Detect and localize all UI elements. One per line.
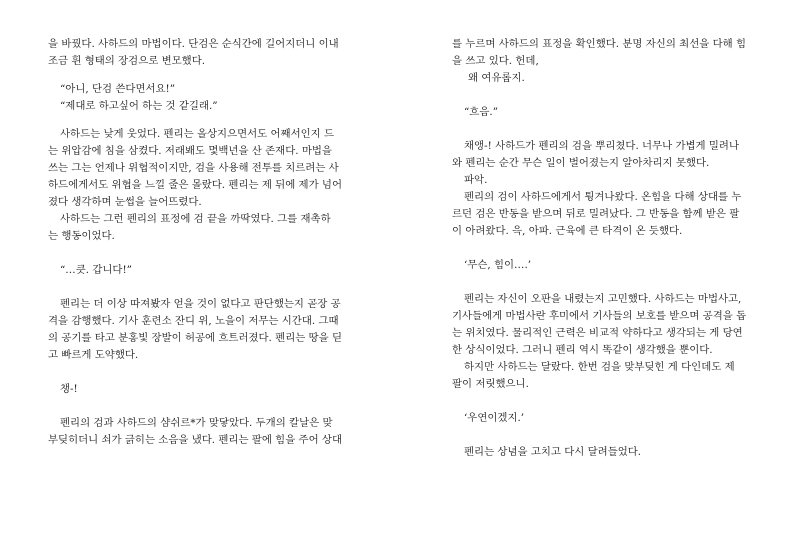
text-line: 을 바꿨다. 사하드의 마법이다. 단검은 순식간에 길어지더니 이내 xyxy=(48,38,339,50)
text-line: 쓰는 그는 언제나 위협적이지만, 검을 사용해 전투를 치르려는 사 xyxy=(48,162,339,174)
text-line: 한 상식이었다. 그러니 펜리 역시 똑같이 생각했을 뿐이다. xyxy=(452,344,713,356)
text-line: 격을 감행했다. 기사 훈련소 잔디 위, 노을이 저무는 시간대. 그때 xyxy=(48,315,339,327)
text-line: 하드에게서도 위협을 느낄 줄은 몰랐다. 펜리는 제 뒤에 제가 넘어 xyxy=(48,179,342,191)
dialogue-line: “아니, 단검 쓴다면서요!” xyxy=(60,83,176,95)
text-line: 채앵-! 사하드가 펜리의 검을 뿌리쳤다. 너무나 가볍게 밀려나 xyxy=(464,140,740,152)
text-line: 와 펜리는 순간 무슨 일이 벌어졌는지 알아차리지 못했다. xyxy=(452,157,710,169)
thought-line: ‘우연이겠지.’ xyxy=(464,412,525,424)
text-line: 왜 여유롭지. xyxy=(468,72,525,84)
text-line: 펜리의 검이 사하드에게서 튕겨나왔다. 온힘을 다해 상대를 누 xyxy=(464,191,742,203)
text-line: 조금 휜 형태의 장검으로 변모했다. xyxy=(48,55,206,67)
text-line: 졌다 생각하며 눈썹을 늘어뜨렸다. xyxy=(48,196,202,208)
text-line: 펜리는 더 이상 따져봤자 얻을 것이 없다고 판단했는지 곧장 공 xyxy=(60,298,341,310)
thought-line: ‘무슨, 힘이….’ xyxy=(464,259,532,271)
text-line: 르던 검은 반동을 받으며 뒤로 밀려났다. 그 반동을 함께 받은 팔 xyxy=(452,208,740,220)
text-line: 사하드는 낮게 웃었다. 펜리는 올상지으면서도 어째서인지 드 xyxy=(60,128,335,140)
text-line: 는 위압감에 침을 삼켰다. 저래봬도 몇백년을 산 존재다. 마법을 xyxy=(48,145,332,157)
text-line: 기사들에게 마법사란 후미에서 기사들의 보호를 받으며 공격을 돕 xyxy=(452,310,747,322)
text-line: 을 쓰고 있다. 헌데, xyxy=(452,55,539,67)
left-page xyxy=(48,36,353,449)
text-line: 부딪히더니 쇠가 긁히는 소음을 냈다. 펜리는 팔에 힘을 주어 상대 xyxy=(48,434,342,446)
text-line: 는 행동이었다. xyxy=(48,230,115,242)
sound-effect-line: 파악. xyxy=(464,174,488,186)
text-line: 사하드는 그런 펜리의 표정에 검 끝을 까딱였다. 그를 재촉하 xyxy=(60,213,331,225)
dialogue-line: “…큿. 갑니다!” xyxy=(60,264,132,276)
text-line: 하지만 사하드는 달랐다. 한번 검을 맞부딪힌 게 다인데도 제 xyxy=(464,361,735,373)
text-line: 이 아려왔다. 윽, 아파. 근육에 큰 타격이 온 듯했다. xyxy=(452,225,683,237)
dialogue-line: “제대로 하고싶어 하는 것 같길래.” xyxy=(60,100,218,112)
text-line: 펜리는 자신이 오판을 내렸는지 고민했다. 사하드는 마법사고, xyxy=(464,293,742,305)
text-line: 의 공기를 타고 분홍빛 장발이 허공에 흐트러졌다. 펜리는 땅을 딛 xyxy=(48,332,342,344)
dialogue-line: “흐음.” xyxy=(464,106,499,118)
text-line: 펜리는 상념을 고치고 다시 달려들었다. xyxy=(464,446,642,458)
text-line: 팔이 저릿했으니. xyxy=(452,378,529,390)
text-line: 펜리의 검과 사하드의 샴쉬르*가 맞닿았다. 두개의 칼날은 맞 xyxy=(60,417,333,429)
right-page xyxy=(452,36,762,461)
text-line: 고 빠르게 도약했다. xyxy=(48,349,139,361)
text-line: 를 누르며 사하드의 표정을 확인했다. 분명 자신의 최선을 다해 힘 xyxy=(452,38,746,50)
sound-effect-line: 챙-! xyxy=(60,383,78,395)
text-line: 는 위치였다. 물리적인 근력은 비교적 약하다고 생각되는 게 당연 xyxy=(452,327,743,339)
